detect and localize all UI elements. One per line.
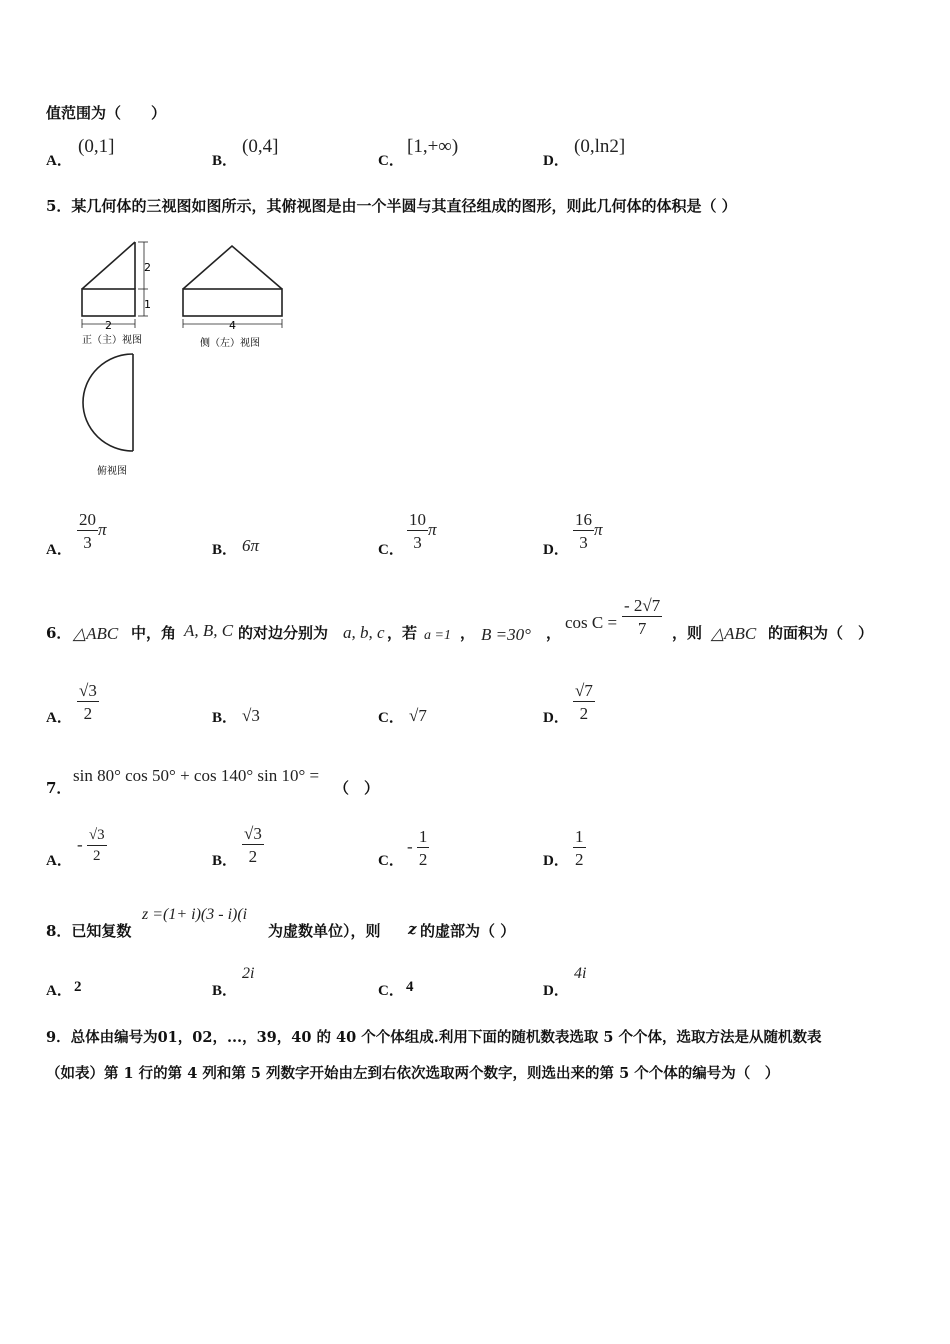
q5-a-pi: π <box>98 519 107 539</box>
q6-b-eq: B =30° <box>481 625 531 644</box>
q7-option-b-value <box>242 825 264 865</box>
q6-number: 6． <box>46 624 72 642</box>
q8-text2: 的虚部为（ ） <box>420 922 516 940</box>
q6-cosc-frac <box>622 597 662 637</box>
q6-option-b-label: B． <box>212 710 238 726</box>
q7-option-a-label: A． <box>46 853 72 869</box>
three-view-figure <box>72 236 302 486</box>
q7-number: 7． <box>46 779 72 797</box>
q7-option-c-value <box>407 828 429 868</box>
q4-option-d-label: D． <box>543 153 569 169</box>
q7-c-sign: - <box>407 836 413 856</box>
top-view <box>83 354 133 451</box>
q7-option-b-label: B． <box>212 853 238 869</box>
q8-option-d-value: 4i <box>574 965 587 982</box>
q5-a-den: 3 <box>83 533 92 552</box>
q7-d-den: 2 <box>575 850 584 869</box>
q6-angles: A, B, C <box>184 621 234 640</box>
q6-comma2: ， <box>546 624 562 642</box>
q6-option-b-value: √3 <box>242 706 260 725</box>
q7-c-den: 2 <box>418 850 428 869</box>
q5-option-b-value: 6π <box>242 536 260 555</box>
q7-b-num: √3 <box>244 824 262 843</box>
q6-d-den: 2 <box>579 704 589 723</box>
q5-c-pi: π <box>428 519 437 539</box>
q5-stem: 5．某几何体的三视图如图所示，其俯视图是由一个半圆与其直径组成的图形，则此几何体的体积是（ ） <box>46 197 737 215</box>
q6-text4: ，则 <box>672 624 703 642</box>
q4-option-d-value: (0,ln2] <box>574 136 626 157</box>
q4-option-c-label: C． <box>378 153 404 169</box>
q5-option-a-label: A． <box>46 542 72 558</box>
q5-c-num: 10 <box>409 510 426 529</box>
q8-z: z <box>408 920 417 938</box>
q7-a-den: 2 <box>93 848 101 864</box>
q8-option-c-value: 4 <box>406 979 414 995</box>
q6-sides: a, b, c <box>343 623 385 642</box>
q5-d-pi: π <box>594 519 603 539</box>
q4-option-b-label: B． <box>212 153 238 169</box>
q7-d-num: 1 <box>575 827 584 846</box>
q7-a-sign: - <box>77 834 83 854</box>
q4-stem-tail: 值范围为（ ） <box>46 104 167 122</box>
front-view-caption: 正（主）视图 <box>82 335 142 346</box>
q7-tail: （ ） <box>334 779 380 797</box>
q6-cosc-lhs: cos C = <box>565 613 618 632</box>
q7-c-num: 1 <box>418 827 428 846</box>
q6-option-a-label: A． <box>46 710 72 726</box>
q7-b-den: 2 <box>248 847 258 866</box>
q8-option-a-label: A． <box>46 983 72 999</box>
q6-a-eq: a =1 <box>424 628 451 643</box>
q5-option-a-value <box>77 511 107 551</box>
q9-line-1: 9．总体由编号为01，02，...，39，40 的 40 个个体组成.利用下面的随机数表选取 5 个个体，选取方法是从随机数表 <box>46 1029 822 1046</box>
front-dimensions <box>82 242 148 328</box>
top-view-caption: 俯视图 <box>97 466 127 477</box>
q5-c-den: 3 <box>413 533 422 552</box>
q4-option-b-value: (0,4] <box>242 136 279 157</box>
q4-option-a-label: A． <box>46 153 72 169</box>
front-view <box>82 242 135 316</box>
q6-option-c-label: C． <box>378 710 404 726</box>
q5-d-den: 3 <box>579 533 588 552</box>
q8-number: 8．已知复数 <box>46 922 132 940</box>
q6-option-c-value: √7 <box>409 706 427 725</box>
dim-height-mid: 1 <box>144 298 151 311</box>
q9-line-2: （如表）第 1 行的第 4 列和第 5 列数字开始由左到右依次选取两个数字，则选出来的第 5 个个体的编号为（ ） <box>46 1065 780 1082</box>
q7-option-c-label: C． <box>378 853 404 869</box>
dim-side-width: 4 <box>229 319 236 332</box>
q6-text2: 的对边分别为 <box>238 624 329 642</box>
q5-option-b-label: B． <box>212 542 238 558</box>
q6-text5: 的面积为（ ） <box>768 624 874 642</box>
q8-option-b-label: B． <box>212 983 238 999</box>
q7-option-a-value <box>77 828 107 864</box>
q6-triangle: △ABC <box>73 624 119 643</box>
q6-a-den: 2 <box>83 704 93 723</box>
q8-option-d-label: D． <box>543 983 569 999</box>
q6-option-a-value <box>77 682 99 722</box>
q8-text1: 为虚数单位），则 <box>268 922 381 940</box>
q5-option-d-label: D． <box>543 542 569 558</box>
q5-a-num: 20 <box>79 510 96 529</box>
q6-option-d-value <box>573 682 595 722</box>
q6-d-num: √7 <box>575 681 593 700</box>
q4-option-c-value: [1,+∞) <box>407 136 459 157</box>
q8-option-a-value: 2 <box>74 979 82 995</box>
q6-option-d-label: D． <box>543 710 569 726</box>
q4-option-a-value: (0,1] <box>78 136 115 157</box>
dim-front-width: 2 <box>105 319 112 332</box>
side-view-caption: 侧（左）视图 <box>200 338 260 349</box>
q8-expression: z =(1+ i)(3 - i)(i <box>142 906 248 923</box>
q6-cosc-den: 7 <box>637 619 647 638</box>
q5-option-c-value <box>407 511 437 551</box>
dim-height-top: 2 <box>144 261 151 274</box>
q5-d-num: 16 <box>575 510 592 529</box>
q6-sep: ， <box>460 624 476 642</box>
q6-cosc-num: - 2√7 <box>624 596 661 615</box>
q6-triangle-2: △ABC <box>711 624 757 643</box>
q5-option-d-value <box>573 511 603 551</box>
q6-a-num: √3 <box>79 681 97 700</box>
side-view <box>183 246 282 316</box>
q8-option-b-value: 2i <box>242 965 255 982</box>
q7-expression: sin 80° cos 50° + cos 140° sin 10° = <box>73 766 320 785</box>
q7-option-d-value <box>573 828 586 868</box>
q8-option-c-label: C． <box>378 983 404 999</box>
q7-a-num: √3 <box>87 828 107 846</box>
q5-option-c-label: C． <box>378 542 404 558</box>
q7-option-d-label: D． <box>543 853 569 869</box>
q6-text1: 中，角 <box>131 624 177 642</box>
q6-text3: ，若 <box>387 624 418 642</box>
